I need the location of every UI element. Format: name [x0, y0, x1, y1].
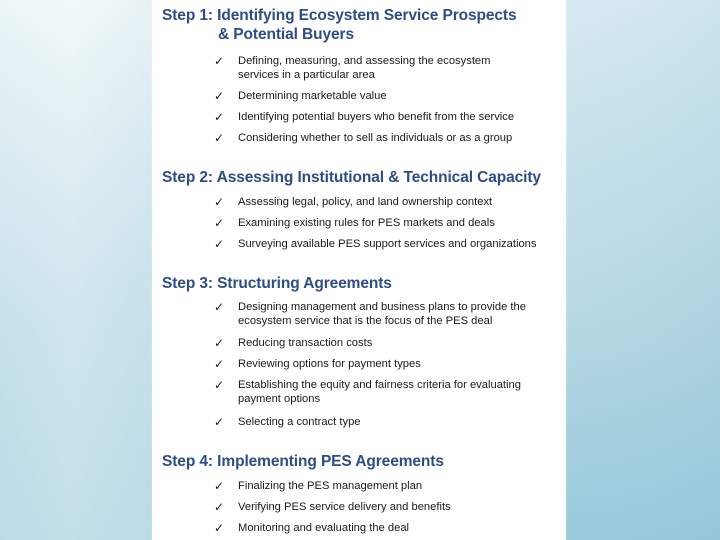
list-item	[214, 110, 568, 125]
list-item	[214, 195, 568, 210]
step-4-title-line1: Step 4: Implementing PES Agreements	[162, 453, 444, 470]
checkmark-icon: ✓	[214, 300, 225, 314]
checkmark-icon: ✓	[214, 216, 225, 230]
document-page	[152, 0, 566, 540]
list-item-text: Designing management and business plans to provide the	[238, 301, 526, 313]
step-1-title-line1: Step 1: Identifying Ecosystem Service Prospects	[162, 7, 517, 24]
list-item	[214, 479, 568, 494]
list-item-text: Reviewing options for payment types	[238, 358, 421, 370]
list-item-text: Defining, measuring, and assessing the ecosystem	[238, 55, 491, 67]
checkmark-icon: ✓	[214, 336, 225, 350]
list-item-text: Considering whether to sell as individuals or as a group	[238, 132, 513, 144]
list-item	[214, 89, 568, 104]
checkmark-icon: ✓	[214, 54, 225, 68]
checkmark-icon: ✓	[214, 357, 225, 371]
list-item	[214, 500, 568, 515]
checkmark-icon: ✓	[214, 479, 225, 493]
list-item	[214, 131, 568, 146]
list-item-text: Establishing the equity and fairness criteria for evaluating	[238, 379, 521, 391]
list-item-text: Surveying available PES support services and organizations	[238, 238, 537, 250]
step-1-title-line2: & Potential Buyers	[218, 26, 355, 43]
list-item-text: Verifying PES service delivery and benefits	[238, 501, 451, 513]
checkmark-icon: ✓	[214, 131, 225, 145]
checkmark-icon: ✓	[214, 237, 225, 251]
step-3-title	[162, 274, 562, 293]
list-item	[214, 300, 568, 328]
step-4-section	[162, 452, 562, 535]
list-item-text: Examining existing rules for PES markets and deals	[238, 217, 495, 229]
list-item	[214, 415, 568, 430]
list-item-text: Selecting a contract type	[238, 416, 361, 428]
step-2-section	[162, 168, 562, 251]
list-item-text-cont: services in a particular area	[238, 68, 375, 81]
step-2-title	[162, 168, 562, 187]
list-item-text-cont: ecosystem service that is the focus of the PES deal	[238, 314, 493, 327]
list-item	[214, 378, 568, 406]
checkmark-icon: ✓	[214, 378, 225, 392]
list-item-text: Monitoring and evaluating the deal	[238, 522, 410, 534]
left-background-panel	[0, 0, 152, 540]
list-item	[214, 357, 568, 372]
list-item	[214, 237, 568, 252]
checkmark-icon: ✓	[214, 500, 225, 514]
list-item	[214, 216, 568, 231]
list-item	[214, 54, 568, 82]
list-item-text-cont: payment options	[238, 392, 321, 405]
list-item-text: Determining marketable value	[238, 90, 387, 102]
step-2-title-line1: Step 2: Assessing Institutional & Technical Capacity	[162, 169, 541, 186]
list-item	[214, 336, 568, 351]
step-3-section	[162, 274, 562, 429]
list-item-text: Reducing transaction costs	[238, 337, 373, 349]
list-item-text: Finalizing the PES management plan	[238, 480, 423, 492]
list-item	[214, 521, 568, 536]
checkmark-icon: ✓	[214, 195, 225, 209]
checkmark-icon: ✓	[214, 521, 225, 535]
checkmark-icon: ✓	[214, 89, 225, 103]
step-4-title	[162, 452, 562, 471]
checkmark-icon: ✓	[214, 415, 225, 429]
list-item-text: Assessing legal, policy, and land ownership context	[238, 196, 493, 208]
list-item-text: Identifying potential buyers who benefit from the service	[238, 111, 515, 123]
right-background-panel	[566, 0, 720, 540]
checkmark-icon: ✓	[214, 110, 225, 124]
step-1-section	[162, 6, 562, 145]
step-3-title-line1: Step 3: Structuring Agreements	[162, 275, 392, 292]
step-1-title	[162, 6, 562, 44]
